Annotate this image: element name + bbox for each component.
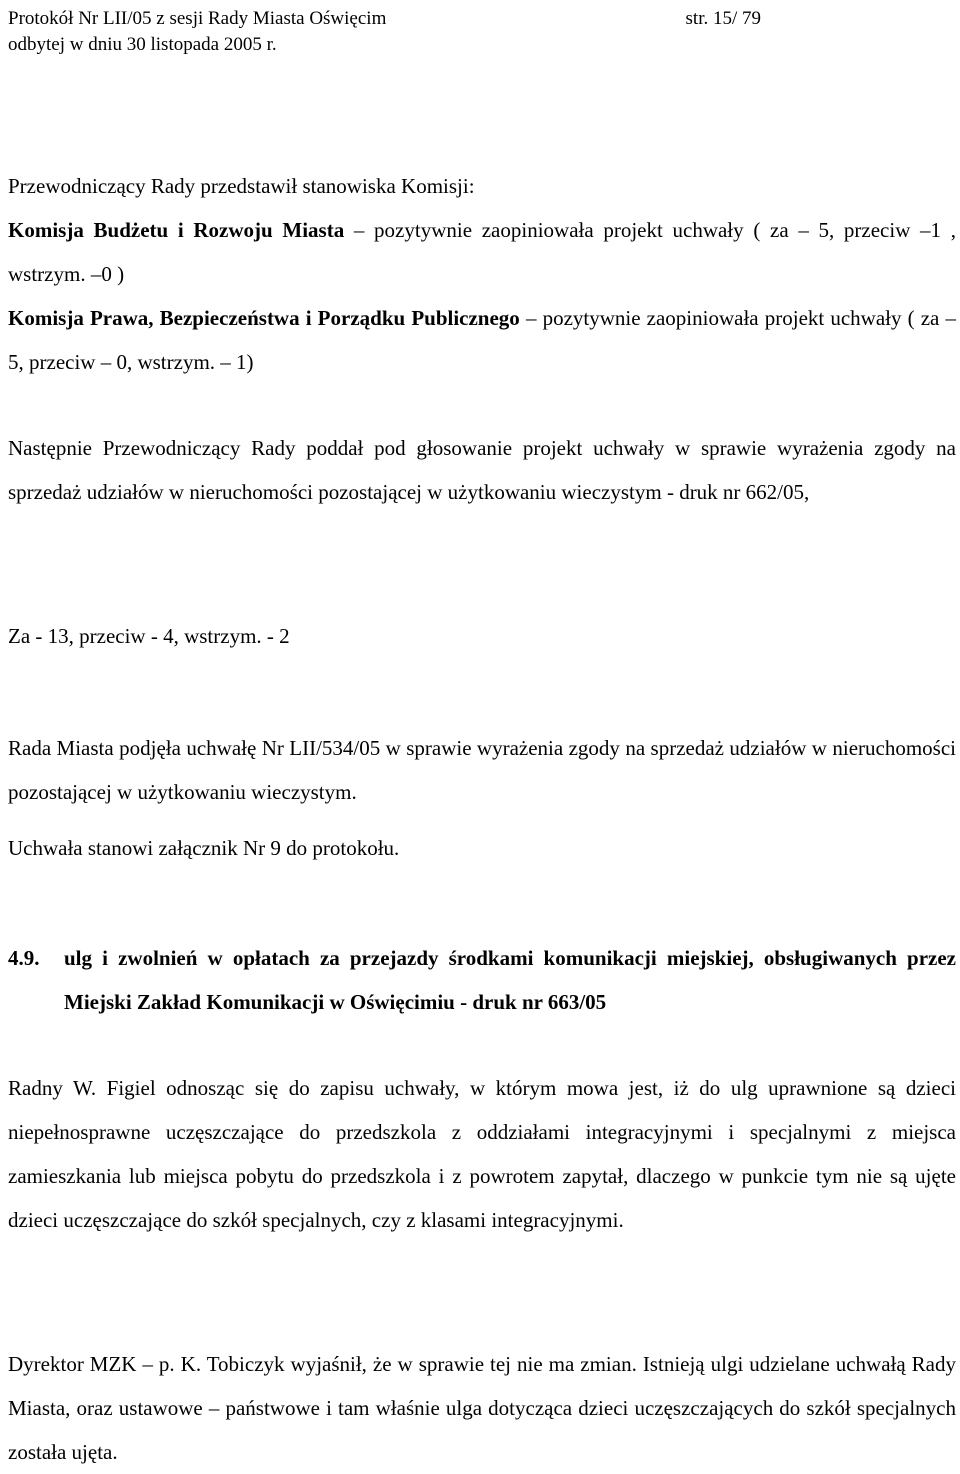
committee-budget-text: – pozytywnie zaopiniowała projekt uchwały ( za – 5, przeciw –1 , wstrzym. –0 ) [8,218,956,286]
attachment-note: Uchwała stanowi załącznik Nr 9 do protokołu. [8,836,400,860]
section-title: ulg i zwolnień w opłatach za przejazdy środkami komunikacji miejskiej, obsługiwanych przez Miejski Zakład Komunikacji w Oświęcimiu - druk nr 663/05 [64,946,956,1014]
figiel-question-paragraph: Radny W. Figiel odnosząc się do zapisu uchwały, w którym mowa jest, iż do ulg uprawnione są dzieci niepełnosprawne uczęszczające do przedszkola z oddziałami integracyjnymi i specjalnymi z miejsca zamieszkania lub miejsca pobytu do przedszkola i z powrotem zapytał, dlaczego w punkcie tym nie są ujęte dzieci uczęszczające do szkół specjalnych, czy z klasami integracyjnymi. [8,1076,956,1232]
committee-budget-name: Komisja Budżetu i Rozwoju Miasta [8,218,345,242]
section-number: 4.9. [8,946,40,970]
page-header [0,2,960,60]
committee-law-opinion [8,296,956,384]
page-number: str. 15/ 79 [685,8,761,29]
header-session-date: odbytej w dniu 30 listopada 2005 r. [8,34,277,55]
director-answer-paragraph: Dyrektor MZK – p. K. Tobiczyk wyjaśnił, że w sprawie tej nie ma zmian. Istnieją ulgi udzielane uchwałą Rady Miasta, oraz ustawowe – państwowe i tam właśnie ulga dotycząca dzieci uczęszczających do szkół specjalnych została ujęta. [8,1352,956,1464]
committee-law-name: Komisja Prawa, Bezpieczeństwa i Porządku Publicznego [8,306,520,330]
committee-law-text: – pozytywnie zaopiniowała projekt uchwały ( za – 5, przeciw – 0, wstrzym. – 1) [8,306,956,374]
vote-intro-paragraph: Następnie Przewodniczący Rady poddał pod głosowanie projekt uchwały w sprawie wyrażenia zgody na sprzedaż udziałów w nieruchomości pozostającej w użytkowaniu wieczystym - druk nr 662/05, [8,436,956,504]
header-protocol-title: Protokół Nr LII/05 z sesji Rady Miasta Oświęcim [8,8,387,29]
intro-text: Przewodniczący Rady przedstawił stanowiska Komisji: [8,174,475,198]
committee-budget-opinion [8,208,956,296]
resolution-paragraph: Rada Miasta podjęła uchwałę Nr LII/534/05 w sprawie wyrażenia zgody na sprzedaż udziałów w nieruchomości pozostającej w użytkowaniu wieczystym. [8,736,956,804]
vote-result: Za - 13, przeciw - 4, wstrzym. - 2 [8,624,290,648]
